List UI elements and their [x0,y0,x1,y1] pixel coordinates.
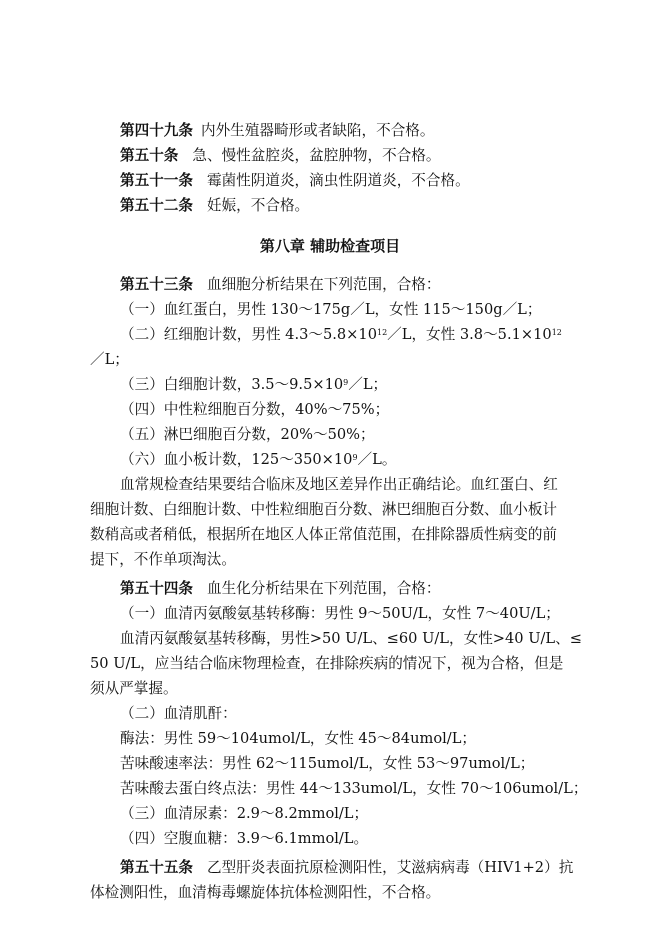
item-hemoglobin: （一）血红蛋白，男性 130～175g／L，女性 115～150g／L； [120,301,542,318]
item-text: （六）血小板计数，125～350×10 [120,451,353,468]
item-text: （三）白细胞计数，3.5～9.5×10 [120,376,344,393]
article-text: 内外生殖器畸形或者缺陷，不合格。 [200,122,435,139]
chapter-heading: 第八章 辅助检查项目 [259,237,401,255]
article-text: 血生化分析结果在下列范围，合格： [206,580,441,597]
article-text: 妊娠，不合格。 [206,197,310,214]
article-52 [120,196,309,216]
note-line: 提下，不作单项淘汰。 [90,551,236,568]
item-glucose: （四）空腹血糖：3.9～6.1mmol/L。 [120,830,369,847]
item-urea: （三）血清尿素：2.9～8.2mmol/L； [120,805,369,822]
article-label: 第五十四条 [120,580,193,597]
note-line: 细胞计数、白细胞计数、中性粒细胞百分数、淋巴细胞百分数、血小板计 [90,501,558,518]
item-neutrophil: （四）中性粒细胞百分数，40%～75%； [120,401,390,418]
item-text: （二）红细胞计数，男性 4.3～5.8×10 [120,326,377,343]
article-label: 第五十条 [120,147,179,164]
item-text: ／L，女性 3.8～5.1×10 [387,326,552,343]
article-text: 乙型肝炎表面抗原检测阳性，艾滋病病毒（HIV1+2）抗 [206,859,574,876]
article-55-cont: 体检测阳性，血清梅毒螺旋体抗体检测阳性，不合格。 [90,884,441,901]
item-rbc [120,325,562,345]
article-label: 第四十九条 [120,122,193,139]
note-line: 数稍高或者稍低，根据所在地区人体正常值范围，在排除器质性病变的前 [90,526,558,543]
sub-item: 苦味酸速率法：男性 62～115umol/L，女性 53～97umol/L； [120,755,535,772]
article-label: 第五十二条 [120,197,193,214]
item-rbc-cont: ／L； [90,351,129,368]
article-text: 血细胞分析结果在下列范围，合格： [206,276,441,293]
exponent: 9 [352,453,358,462]
article-50 [120,146,441,166]
exponent: 12 [551,328,562,337]
article-49 [120,121,435,141]
article-text: 急、慢性盆腔炎，盆腔肿物，不合格。 [192,147,441,164]
article-label: 第五十五条 [120,859,193,876]
item-lymphocyte: （五）淋巴细胞百分数，20%～50%； [120,426,375,443]
item-text: ／L。 [357,451,397,468]
exponent: 9 [343,378,349,387]
article-label: 第五十三条 [120,276,193,293]
article-51 [120,171,470,191]
exponent: 12 [376,328,388,337]
article-55 [120,858,573,878]
item-platelet [120,450,396,470]
item-wbc [120,375,387,395]
item-text: ／L； [348,376,388,393]
note-line: 血清丙氨酸氨基转移酶，男性>50 U/L、≤60 U/L，女性>40 U/L、≤ [120,630,582,647]
article-53 [120,275,441,295]
note-line: 50 U/L，应当结合临床物理检查，在排除疾病的情况下，视为合格，但是 [90,655,564,672]
note-line: 血常规检查结果要结合临床及地区差异作出正确结论。血红蛋白、红 [120,476,558,493]
note-line: 须从严掌握。 [90,680,178,697]
sub-item: 酶法：男性 59～104umol/L，女性 45～84umol/L； [120,730,476,747]
article-text: 霉菌性阴道炎，滴虫性阴道炎，不合格。 [206,172,470,189]
article-54 [120,579,441,599]
sub-item: 苦味酸去蛋白终点法：男性 44～133umol/L，女性 70～106umol/L； [120,780,588,797]
article-label: 第五十一条 [120,172,193,189]
item-creatinine: （二）血清肌酐： [120,705,237,722]
item-alt: （一）血清丙氨酸氨基转移酶：男性 9～50U/L，女性 7～40U/L； [120,605,560,622]
